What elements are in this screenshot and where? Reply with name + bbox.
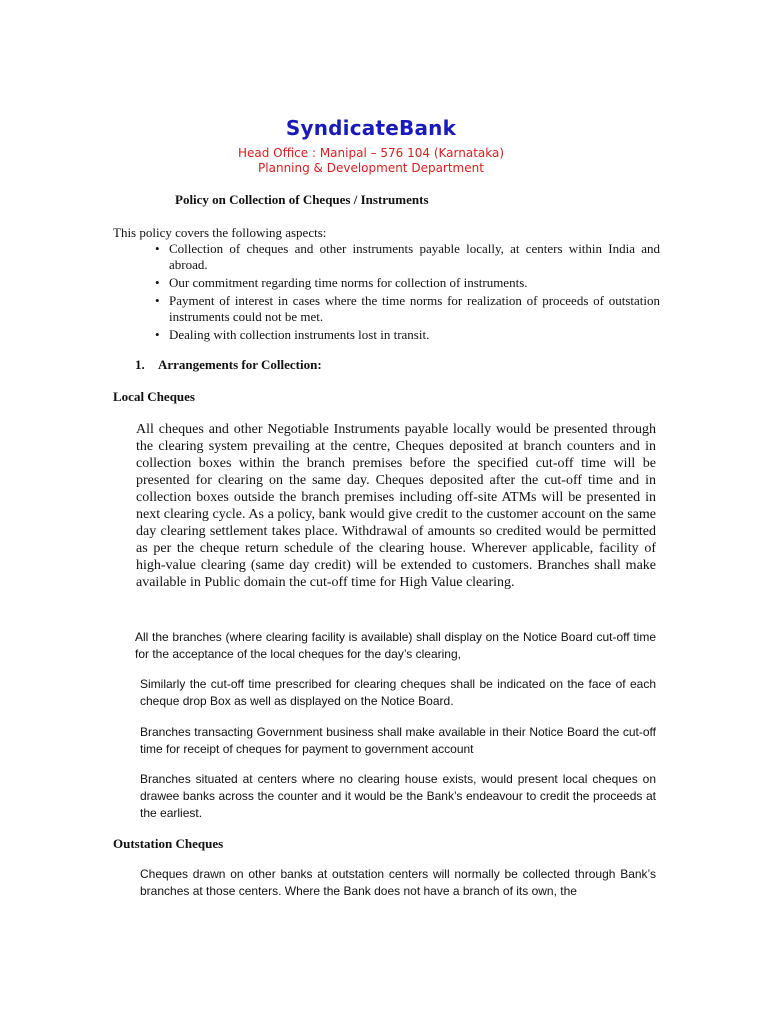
bullet-icon: • bbox=[155, 241, 160, 256]
list-item: • Collection of cheques and other instruments payable locally, at centers within India and abroad. bbox=[155, 241, 660, 272]
outstation-paragraph: Cheques drawn on other banks at outstation centers will normally be collected through Bank’s branches at those centers. Where the Bank does not have a branch of its own, the bbox=[140, 867, 656, 898]
heading-outstation-cheques: Outstation Cheques bbox=[113, 836, 224, 851]
notice-board-paragraph: All the branches (where clearing facility is available) shall display on the Notice Board cut-off time for the acceptance of the local cheques for the day’s clearing, bbox=[135, 630, 656, 661]
local-cheques-paragraph: All cheques and other Negotiable Instruments payable locally would be presented through the clearing system prevailing at the centre, Cheques deposited at branch counters and in collection boxes within the branch premises before the specified cut-off time will be presented for clearing on the same day. Cheques deposited after the cut-off time and in collection boxes outside the branch premises including off-site ATMs will be presented in next clearing cycle. As a policy, bank would give credit to the customer account on the same day clearing settlement takes place. Withdrawal of amounts so credited would be permitted as per the cheque return schedule of the clearing house. Wherever applicable, facility of high-value clearing (same day credit) will be extended to customers. Branches shall make available in Public domain the cut-off time for High Value clearing. bbox=[136, 422, 656, 590]
head-office-address: Head Office : Manipal – 576 104 (Karnataka) bbox=[237, 146, 505, 160]
government-business-paragraph: Branches transacting Government business shall make available in their Notice Board the cut-off time for receipt of cheques for payment to government account bbox=[140, 725, 656, 756]
list-item: • Our commitment regarding time norms for collection of instruments. bbox=[155, 275, 528, 290]
bullet-icon: • bbox=[155, 327, 160, 342]
list-item: • Payment of interest in cases where the time norms for realization of proceeds of outstation instruments could not be met. bbox=[155, 293, 660, 324]
no-clearing-house-paragraph: Branches situated at centers where no clearing house exists, would present local cheques on drawee banks across the counter and it would be the Bank’s endeavour to credit the proceeds at the earliest. bbox=[140, 772, 656, 820]
bank-brand-title: SyndicateBank bbox=[285, 116, 457, 140]
policy-title: Policy on Collection of Cheques / Instruments bbox=[175, 192, 429, 207]
department-name: Planning & Development Department bbox=[258, 161, 484, 175]
intro-text: This policy covers the following aspects: bbox=[113, 225, 327, 240]
section-number: 1. bbox=[135, 357, 145, 372]
heading-local-cheques: Local Cheques bbox=[113, 389, 195, 404]
section-heading-arrangements bbox=[135, 357, 322, 373]
aspects-list bbox=[155, 241, 660, 343]
bullet-icon: • bbox=[155, 275, 160, 290]
section-title: Arrangements for Collection: bbox=[158, 357, 322, 372]
drop-box-paragraph: Similarly the cut-off time prescribed for clearing cheques shall be indicated on the face of each cheque drop Box as well as displayed on the Notice Board. bbox=[140, 677, 656, 708]
bullet-icon: • bbox=[155, 293, 160, 308]
list-item: • Dealing with collection instruments lost in transit. bbox=[155, 327, 430, 342]
